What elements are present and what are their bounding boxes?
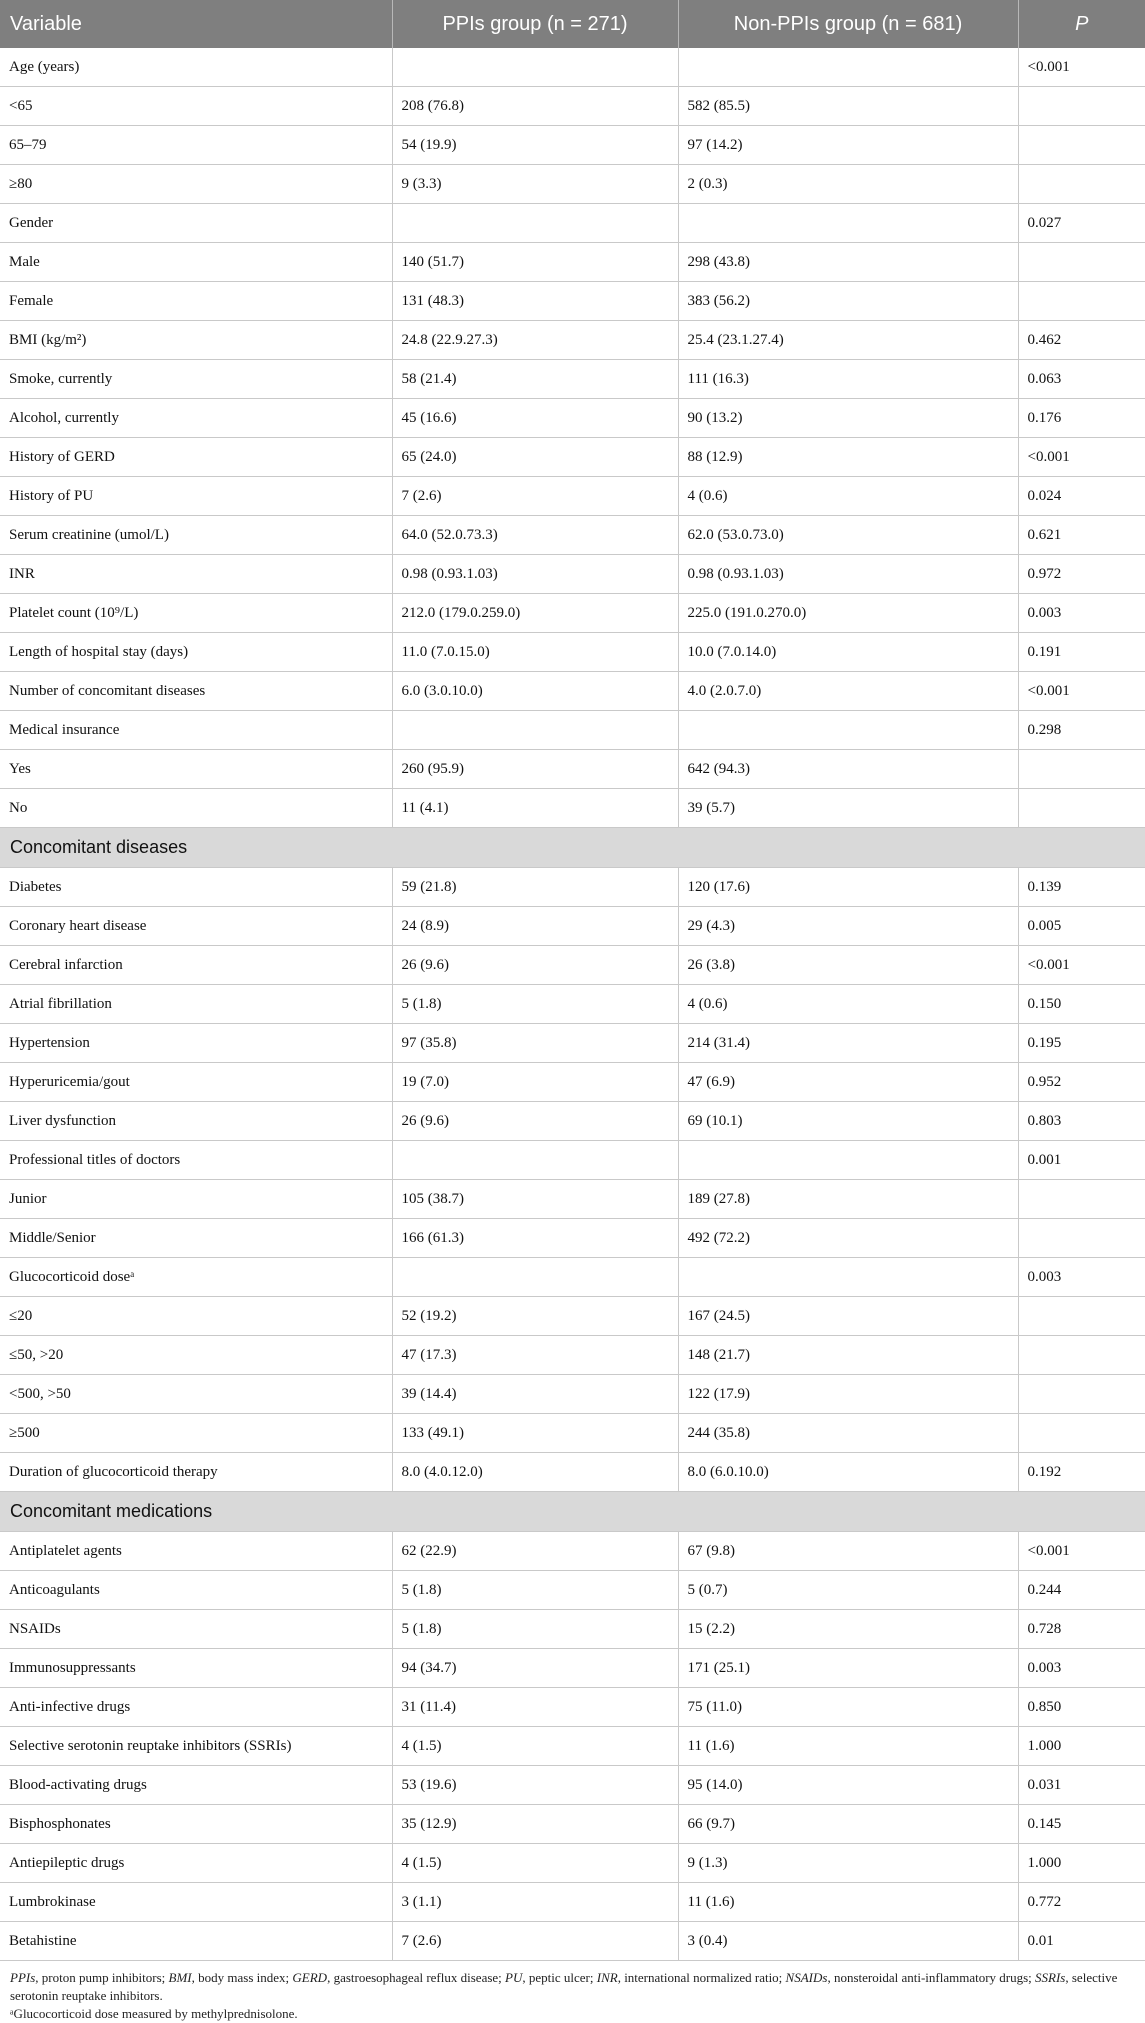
table-row <box>0 594 1145 633</box>
table-row <box>0 985 1145 1024</box>
cell-ppis: 26 (9.6) <box>392 946 678 985</box>
cell-variable: Alcohol, currently <box>0 399 392 438</box>
cell-variable: History of PU <box>0 477 392 516</box>
table-row <box>0 1571 1145 1610</box>
cell-p-value <box>1018 126 1145 165</box>
cell-ppis: 59 (21.8) <box>392 868 678 907</box>
cell-variable: Blood-activating drugs <box>0 1766 392 1805</box>
section-header-row <box>0 1492 1145 1532</box>
cell-p-value: 0.027 <box>1018 204 1145 243</box>
cell-variable: Immunosuppressants <box>0 1649 392 1688</box>
table-row <box>0 321 1145 360</box>
cell-p-value <box>1018 1219 1145 1258</box>
cell-ppis: 105 (38.7) <box>392 1180 678 1219</box>
cell-variable: Diabetes <box>0 868 392 907</box>
cell-ppis: 94 (34.7) <box>392 1649 678 1688</box>
cell-ppis: 212.0 (179.0.259.0) <box>392 594 678 633</box>
cell-p-value <box>1018 789 1145 828</box>
abbreviation-definition: , selective serotonin reuptake inhibitors. <box>10 1970 1118 2003</box>
cell-non-ppis: 10.0 (7.0.14.0) <box>678 633 1018 672</box>
cell-variable: Smoke, currently <box>0 360 392 399</box>
cell-variable: BMI (kg/m²) <box>0 321 392 360</box>
cell-variable: Professional titles of doctors <box>0 1141 392 1180</box>
table-row <box>0 48 1145 87</box>
cell-non-ppis <box>678 711 1018 750</box>
table-row <box>0 1102 1145 1141</box>
table-row <box>0 1219 1145 1258</box>
cell-variable: NSAIDs <box>0 1610 392 1649</box>
cell-p-value: 0.195 <box>1018 1024 1145 1063</box>
cell-ppis: 45 (16.6) <box>392 399 678 438</box>
cell-non-ppis: 62.0 (53.0.73.0) <box>678 516 1018 555</box>
abbreviation-term: SSRIs <box>1035 1970 1066 1985</box>
abbreviation-term: GERD <box>292 1970 328 1985</box>
cell-ppis: 9 (3.3) <box>392 165 678 204</box>
table-row <box>0 868 1145 907</box>
cell-non-ppis: 2 (0.3) <box>678 165 1018 204</box>
cell-variable: Coronary heart disease <box>0 907 392 946</box>
section-header-row <box>0 828 1145 868</box>
header-non-ppis-group: Non-PPIs group (n = 681) <box>678 0 1018 48</box>
cell-non-ppis: 4 (0.6) <box>678 477 1018 516</box>
cell-ppis: 140 (51.7) <box>392 243 678 282</box>
table-footnotes <box>0 1961 1145 2023</box>
abbreviation-definition: , nonsteroidal anti-inflammatory drugs; <box>827 1970 1036 1985</box>
cell-ppis: 0.98 (0.93.1.03) <box>392 555 678 594</box>
cell-non-ppis: 9 (1.3) <box>678 1844 1018 1883</box>
abbreviation-term: BMI <box>168 1970 192 1985</box>
cell-p-value: 0.031 <box>1018 1766 1145 1805</box>
cell-p-value <box>1018 243 1145 282</box>
dose-footnote: ᵃGlucocorticoid dose measured by methylprednisolone. <box>10 2006 298 2021</box>
table-row <box>0 438 1145 477</box>
cell-non-ppis: 5 (0.7) <box>678 1571 1018 1610</box>
cell-p-value: <0.001 <box>1018 672 1145 711</box>
cell-variable: Anti-infective drugs <box>0 1688 392 1727</box>
abbreviation-definition: , peptic ulcer; <box>522 1970 597 1985</box>
cell-ppis: 11.0 (7.0.15.0) <box>392 633 678 672</box>
cell-variable: 65–79 <box>0 126 392 165</box>
cell-p-value: 0.803 <box>1018 1102 1145 1141</box>
cell-p-value <box>1018 750 1145 789</box>
header-p-value: P <box>1018 0 1145 48</box>
cell-non-ppis: 244 (35.8) <box>678 1414 1018 1453</box>
table-row <box>0 1375 1145 1414</box>
cell-non-ppis <box>678 48 1018 87</box>
table-row <box>0 1610 1145 1649</box>
cell-non-ppis: 67 (9.8) <box>678 1532 1018 1571</box>
cell-non-ppis: 15 (2.2) <box>678 1610 1018 1649</box>
cell-non-ppis: 75 (11.0) <box>678 1688 1018 1727</box>
cell-variable: Duration of glucocorticoid therapy <box>0 1453 392 1492</box>
cell-p-value: 0.972 <box>1018 555 1145 594</box>
cell-ppis: 4 (1.5) <box>392 1844 678 1883</box>
cell-ppis: 260 (95.9) <box>392 750 678 789</box>
cell-ppis: 26 (9.6) <box>392 1102 678 1141</box>
cell-non-ppis: 26 (3.8) <box>678 946 1018 985</box>
cell-non-ppis: 111 (16.3) <box>678 360 1018 399</box>
cell-p-value: 0.772 <box>1018 1883 1145 1922</box>
table-row <box>0 1844 1145 1883</box>
table-row <box>0 87 1145 126</box>
cell-p-value <box>1018 1336 1145 1375</box>
cell-variable: Yes <box>0 750 392 789</box>
cell-ppis: 65 (24.0) <box>392 438 678 477</box>
cell-p-value: 0.01 <box>1018 1922 1145 1961</box>
cell-ppis: 31 (11.4) <box>392 1688 678 1727</box>
cell-p-value: <0.001 <box>1018 1532 1145 1571</box>
cell-p-value <box>1018 1297 1145 1336</box>
cell-variable: Liver dysfunction <box>0 1102 392 1141</box>
table-row <box>0 516 1145 555</box>
cell-ppis: 131 (48.3) <box>392 282 678 321</box>
cell-ppis: 54 (19.9) <box>392 126 678 165</box>
cell-non-ppis: 29 (4.3) <box>678 907 1018 946</box>
cell-p-value: 0.244 <box>1018 1571 1145 1610</box>
table-row <box>0 126 1145 165</box>
table-row <box>0 1727 1145 1766</box>
header-ppis-group: PPIs group (n = 271) <box>392 0 678 48</box>
cell-variable: INR <box>0 555 392 594</box>
cell-non-ppis: 11 (1.6) <box>678 1727 1018 1766</box>
cell-variable: Cerebral infarction <box>0 946 392 985</box>
cell-variable: Lumbrokinase <box>0 1883 392 1922</box>
cell-ppis: 5 (1.8) <box>392 985 678 1024</box>
cell-ppis: 52 (19.2) <box>392 1297 678 1336</box>
cell-ppis: 39 (14.4) <box>392 1375 678 1414</box>
cell-variable: No <box>0 789 392 828</box>
cell-non-ppis: 120 (17.6) <box>678 868 1018 907</box>
table-row <box>0 907 1145 946</box>
cell-variable: Selective serotonin reuptake inhibitors (SSRIs) <box>0 1727 392 1766</box>
abbreviation-definition: , body mass index; <box>191 1970 293 1985</box>
cell-p-value: 0.462 <box>1018 321 1145 360</box>
section-title: Concomitant diseases <box>0 828 1145 868</box>
cell-non-ppis: 25.4 (23.1.27.4) <box>678 321 1018 360</box>
cell-non-ppis: 122 (17.9) <box>678 1375 1018 1414</box>
cell-ppis: 24 (8.9) <box>392 907 678 946</box>
cell-variable: Betahistine <box>0 1922 392 1961</box>
table-row <box>0 1453 1145 1492</box>
cell-p-value: 0.003 <box>1018 1649 1145 1688</box>
cell-non-ppis: 90 (13.2) <box>678 399 1018 438</box>
cell-p-value: <0.001 <box>1018 946 1145 985</box>
cell-p-value: <0.001 <box>1018 48 1145 87</box>
table-row <box>0 1258 1145 1297</box>
cell-non-ppis: 492 (72.2) <box>678 1219 1018 1258</box>
table-row <box>0 1883 1145 1922</box>
cell-non-ppis: 69 (10.1) <box>678 1102 1018 1141</box>
cell-variable: ≤50, >20 <box>0 1336 392 1375</box>
cell-p-value: 0.298 <box>1018 711 1145 750</box>
table-row <box>0 1649 1145 1688</box>
abbreviation-definition: , international normalized ratio; <box>617 1970 786 1985</box>
cell-p-value <box>1018 1180 1145 1219</box>
cell-ppis: 19 (7.0) <box>392 1063 678 1102</box>
cell-non-ppis: 214 (31.4) <box>678 1024 1018 1063</box>
cell-variable: <500, >50 <box>0 1375 392 1414</box>
cell-ppis: 166 (61.3) <box>392 1219 678 1258</box>
cell-p-value: 0.139 <box>1018 868 1145 907</box>
cell-ppis: 133 (49.1) <box>392 1414 678 1453</box>
table-row <box>0 243 1145 282</box>
cell-non-ppis <box>678 204 1018 243</box>
cell-variable: Hyperuricemia/gout <box>0 1063 392 1102</box>
cell-p-value: 0.005 <box>1018 907 1145 946</box>
cell-variable: Gender <box>0 204 392 243</box>
cell-ppis: 64.0 (52.0.73.3) <box>392 516 678 555</box>
abbreviation-term: PPIs <box>10 1970 36 1985</box>
cell-p-value: 0.145 <box>1018 1805 1145 1844</box>
table-row <box>0 750 1145 789</box>
cell-non-ppis: 189 (27.8) <box>678 1180 1018 1219</box>
table-row <box>0 360 1145 399</box>
table-body <box>0 48 1145 1961</box>
cell-p-value: 0.150 <box>1018 985 1145 1024</box>
cell-variable: <65 <box>0 87 392 126</box>
cell-non-ppis: 8.0 (6.0.10.0) <box>678 1453 1018 1492</box>
table-row <box>0 672 1145 711</box>
cell-variable: Male <box>0 243 392 282</box>
table-row <box>0 633 1145 672</box>
cell-non-ppis: 582 (85.5) <box>678 87 1018 126</box>
cell-non-ppis: 66 (9.7) <box>678 1805 1018 1844</box>
table-row <box>0 789 1145 828</box>
table-row <box>0 1922 1145 1961</box>
cell-ppis: 3 (1.1) <box>392 1883 678 1922</box>
cell-ppis: 11 (4.1) <box>392 789 678 828</box>
cell-non-ppis: 298 (43.8) <box>678 243 1018 282</box>
table-row <box>0 1180 1145 1219</box>
cell-p-value: 0.621 <box>1018 516 1145 555</box>
table-row <box>0 946 1145 985</box>
cell-non-ppis: 88 (12.9) <box>678 438 1018 477</box>
cell-p-value <box>1018 282 1145 321</box>
cell-p-value <box>1018 1375 1145 1414</box>
abbreviation-term: NSAIDs <box>785 1970 828 1985</box>
cell-variable: ≥80 <box>0 165 392 204</box>
cell-ppis: 24.8 (22.9.27.3) <box>392 321 678 360</box>
section-title: Concomitant medications <box>0 1492 1145 1532</box>
table-row <box>0 1336 1145 1375</box>
cell-non-ppis: 167 (24.5) <box>678 1297 1018 1336</box>
cell-ppis: 5 (1.8) <box>392 1610 678 1649</box>
cell-p-value: 1.000 <box>1018 1844 1145 1883</box>
table-header-row <box>0 0 1145 48</box>
cell-non-ppis: 47 (6.9) <box>678 1063 1018 1102</box>
cell-variable: Female <box>0 282 392 321</box>
cell-ppis: 8.0 (4.0.12.0) <box>392 1453 678 1492</box>
cell-ppis <box>392 711 678 750</box>
cell-variable: Age (years) <box>0 48 392 87</box>
cell-non-ppis: 171 (25.1) <box>678 1649 1018 1688</box>
cell-ppis: 208 (76.8) <box>392 87 678 126</box>
cell-non-ppis: 39 (5.7) <box>678 789 1018 828</box>
table-row <box>0 711 1145 750</box>
cell-p-value: 0.003 <box>1018 594 1145 633</box>
cell-non-ppis <box>678 1141 1018 1180</box>
abbreviations-footnote <box>10 1969 1135 2005</box>
cell-non-ppis: 3 (0.4) <box>678 1922 1018 1961</box>
cell-ppis: 47 (17.3) <box>392 1336 678 1375</box>
cell-non-ppis: 642 (94.3) <box>678 750 1018 789</box>
cell-variable: Platelet count (10⁹/L) <box>0 594 392 633</box>
cell-variable: Number of concomitant diseases <box>0 672 392 711</box>
cell-ppis <box>392 48 678 87</box>
cell-variable: Middle/Senior <box>0 1219 392 1258</box>
cell-variable: Glucocorticoid doseᵃ <box>0 1258 392 1297</box>
cell-variable: ≥500 <box>0 1414 392 1453</box>
cell-non-ppis: 4 (0.6) <box>678 985 1018 1024</box>
cell-ppis <box>392 1258 678 1297</box>
cell-ppis: 4 (1.5) <box>392 1727 678 1766</box>
cell-ppis: 35 (12.9) <box>392 1805 678 1844</box>
cell-p-value <box>1018 165 1145 204</box>
cell-non-ppis: 4.0 (2.0.7.0) <box>678 672 1018 711</box>
table-row <box>0 165 1145 204</box>
table-row <box>0 1414 1145 1453</box>
cell-ppis: 53 (19.6) <box>392 1766 678 1805</box>
cell-non-ppis: 0.98 (0.93.1.03) <box>678 555 1018 594</box>
cell-ppis: 7 (2.6) <box>392 1922 678 1961</box>
cell-p-value: 0.001 <box>1018 1141 1145 1180</box>
table-row <box>0 1688 1145 1727</box>
cell-variable: Junior <box>0 1180 392 1219</box>
cell-ppis: 97 (35.8) <box>392 1024 678 1063</box>
table-row <box>0 1532 1145 1571</box>
header-variable: Variable <box>0 0 392 48</box>
cell-variable: Antiplatelet agents <box>0 1532 392 1571</box>
cell-p-value: 0.191 <box>1018 633 1145 672</box>
abbreviation-definition: , proton pump inhibitors; <box>35 1970 169 1985</box>
cell-p-value <box>1018 1414 1145 1453</box>
cell-ppis <box>392 204 678 243</box>
cell-variable: Serum creatinine (umol/L) <box>0 516 392 555</box>
cell-non-ppis: 383 (56.2) <box>678 282 1018 321</box>
cell-variable: Medical insurance <box>0 711 392 750</box>
abbreviation-term: PU <box>505 1970 523 1985</box>
table-row <box>0 1141 1145 1180</box>
table-row <box>0 399 1145 438</box>
cell-non-ppis: 148 (21.7) <box>678 1336 1018 1375</box>
table-row <box>0 555 1145 594</box>
cell-non-ppis: 225.0 (191.0.270.0) <box>678 594 1018 633</box>
cell-ppis: 7 (2.6) <box>392 477 678 516</box>
abbreviation-term: INR <box>596 1970 618 1985</box>
cell-variable: Bisphosphonates <box>0 1805 392 1844</box>
cell-p-value: <0.001 <box>1018 438 1145 477</box>
cell-variable: Hypertension <box>0 1024 392 1063</box>
cell-p-value: 0.728 <box>1018 1610 1145 1649</box>
table-row <box>0 1766 1145 1805</box>
cell-p-value: 0.003 <box>1018 1258 1145 1297</box>
abbreviation-definition: , gastroesophageal reflux disease; <box>327 1970 506 1985</box>
cell-variable: Atrial fibrillation <box>0 985 392 1024</box>
table-row <box>0 1024 1145 1063</box>
cell-p-value: 0.024 <box>1018 477 1145 516</box>
cell-variable: ≤20 <box>0 1297 392 1336</box>
cell-ppis: 5 (1.8) <box>392 1571 678 1610</box>
cell-ppis: 62 (22.9) <box>392 1532 678 1571</box>
cell-variable: Antiepileptic drugs <box>0 1844 392 1883</box>
cell-ppis <box>392 1141 678 1180</box>
table-row <box>0 1063 1145 1102</box>
cell-ppis: 58 (21.4) <box>392 360 678 399</box>
cell-variable: History of GERD <box>0 438 392 477</box>
cell-p-value: 0.850 <box>1018 1688 1145 1727</box>
cell-non-ppis: 11 (1.6) <box>678 1883 1018 1922</box>
cell-ppis: 6.0 (3.0.10.0) <box>392 672 678 711</box>
cell-non-ppis: 95 (14.0) <box>678 1766 1018 1805</box>
cell-p-value <box>1018 87 1145 126</box>
cell-p-value: 0.192 <box>1018 1453 1145 1492</box>
table-row <box>0 282 1145 321</box>
cell-variable: Anticoagulants <box>0 1571 392 1610</box>
cell-p-value: 0.063 <box>1018 360 1145 399</box>
cell-non-ppis: 97 (14.2) <box>678 126 1018 165</box>
table-row <box>0 204 1145 243</box>
cell-non-ppis <box>678 1258 1018 1297</box>
cell-p-value: 1.000 <box>1018 1727 1145 1766</box>
cell-variable: Length of hospital stay (days) <box>0 633 392 672</box>
cell-p-value: 0.952 <box>1018 1063 1145 1102</box>
cell-p-value: 0.176 <box>1018 399 1145 438</box>
table-row <box>0 1297 1145 1336</box>
table-row <box>0 477 1145 516</box>
table-row <box>0 1805 1145 1844</box>
